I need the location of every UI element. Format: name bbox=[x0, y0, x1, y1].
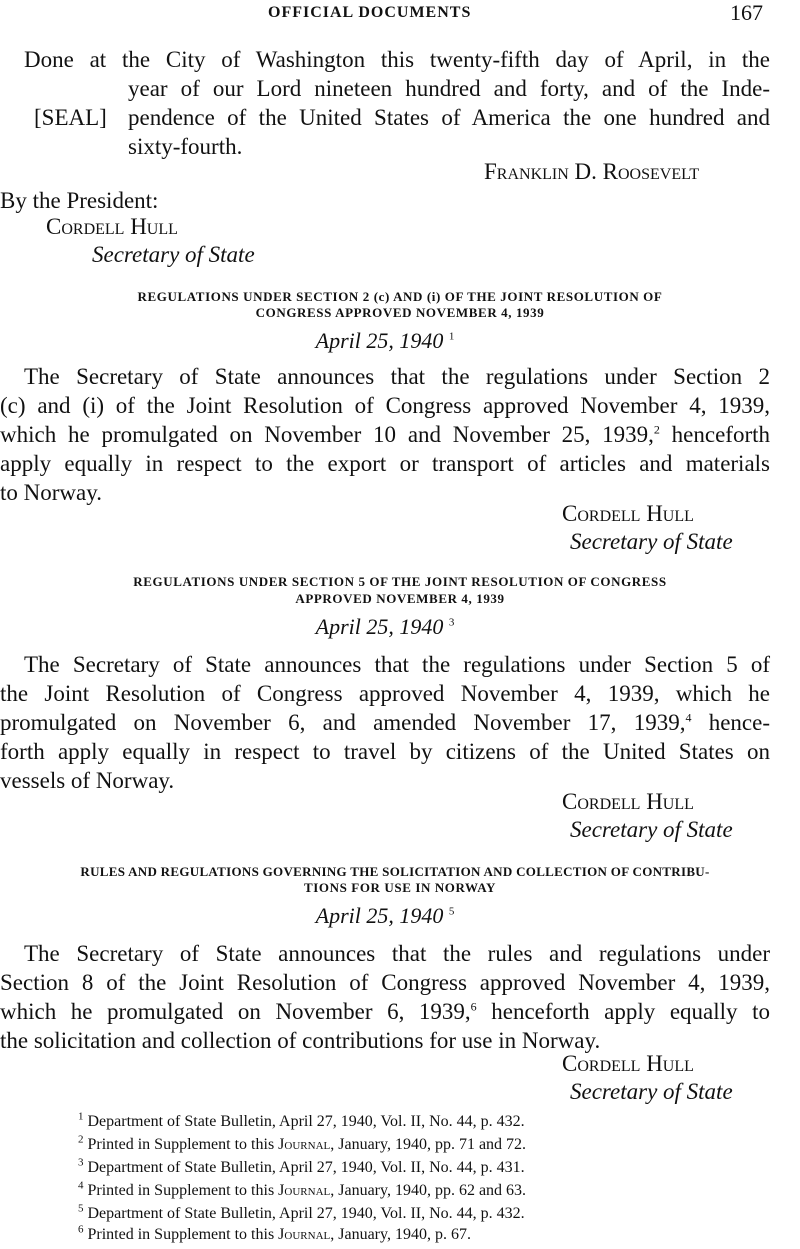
paragraph-line: forth apply equally in respect to travel by citizens of the United States on bbox=[0, 739, 770, 764]
paragraph-line: to Norway. bbox=[0, 480, 102, 505]
section-heading: CONGRESS APPROVED NOVEMBER 4, 1939 bbox=[255, 305, 545, 320]
section-heading: APPROVED NOVEMBER 4, 1939 bbox=[295, 591, 505, 606]
presidential-signature: Franklin D. Roosevelt bbox=[484, 159, 700, 184]
section-heading: RULES AND REGULATIONS GOVERNING THE SOLICITATION AND COLLECTION OF CONTRIBU- bbox=[80, 864, 710, 879]
footnote: $^3$ Department of State Bulletin, April 27, 1940, Vol. II, No. 44, p. 431. bbox=[78, 1156, 525, 1176]
signer-title: Secretary of State bbox=[570, 817, 733, 842]
footnote: $^1$ Department of State Bulletin, April 27, 1940, Vol. II, No. 44, p. 432. bbox=[78, 1110, 525, 1130]
proclamation-line: sixty-fourth. bbox=[128, 134, 243, 159]
by-the-president: By the President: bbox=[0, 188, 159, 213]
section-date: April 25, 1940 $^5$ bbox=[315, 903, 455, 928]
proclamation-line: year of our Lord nineteen hundred and forty, and of the Inde- bbox=[128, 76, 770, 101]
footnote: $^6$ Printed in Supplement to this Journal, January, 1940, p. 67. bbox=[78, 1223, 471, 1243]
running-title: OFFICIAL DOCUMENTS bbox=[268, 4, 472, 21]
paragraph-line: The Secretary of State announces that the regulations under Section 2 bbox=[24, 364, 770, 389]
paragraph-line: which he promulgated on November 10 and November 25, 1939,$^2$ henceforth bbox=[0, 422, 770, 447]
seal-mark: [SEAL] bbox=[34, 105, 107, 130]
section-date: April 25, 1940 $^1$ bbox=[315, 328, 455, 353]
signer-name: Cordell Hull bbox=[562, 501, 694, 526]
paragraph-line: Section 8 of the Joint Resolution of Congress approved November 4, 1939, bbox=[0, 970, 770, 995]
paragraph-line: which he promulgated on November 6, 1939,$^6$ henceforth apply equally to bbox=[0, 999, 770, 1024]
countersign-title: Secretary of State bbox=[92, 242, 255, 267]
signer-title: Secretary of State bbox=[570, 1079, 733, 1104]
section-date: April 25, 1940 $^3$ bbox=[315, 614, 455, 639]
countersign-name: Cordell Hull bbox=[46, 214, 178, 239]
paragraph-line: vessels of Norway. bbox=[0, 768, 175, 793]
paragraph-line: (c) and (i) of the Joint Resolution of Congress approved November 4, 1939, bbox=[0, 393, 770, 418]
section-heading: REGULATIONS UNDER SECTION 5 OF THE JOINT RESOLUTION OF CONGRESS bbox=[133, 574, 667, 589]
paragraph-line: The Secretary of State announces that the regulations under Section 5 of bbox=[24, 652, 770, 677]
paragraph-line: the solicitation and collection of contributions for use in Norway. bbox=[0, 1028, 601, 1053]
signer-title: Secretary of State bbox=[570, 529, 733, 554]
footnote: $^5$ Department of State Bulletin, April 27, 1940, Vol. II, No. 44, p. 432. bbox=[78, 1202, 525, 1222]
section-heading: REGULATIONS UNDER SECTION 2 (c) AND (i) OF THE JOINT RESOLUTION OF bbox=[137, 289, 663, 304]
paragraph-line: the Joint Resolution of Congress approved November 4, 1939, which he bbox=[0, 681, 770, 706]
signer-name: Cordell Hull bbox=[562, 1051, 694, 1076]
section-heading: TIONS FOR USE IN NORWAY bbox=[303, 880, 496, 895]
paragraph-line: The Secretary of State announces that the rules and regulations under bbox=[24, 941, 770, 966]
proclamation-line: pendence of the United States of America the one hundred and bbox=[128, 105, 770, 130]
paragraph-line: apply equally in respect to the export or transport of articles and materials bbox=[0, 451, 770, 476]
page-number: 167 bbox=[730, 0, 763, 25]
proclamation-line: Done at the City of Washington this twenty-fifth day of April, in the bbox=[24, 47, 770, 72]
footnote: $^2$ Printed in Supplement to this Journal, January, 1940, pp. 71 and 72. bbox=[78, 1133, 527, 1153]
footnote: $^4$ Printed in Supplement to this Journal, January, 1940, pp. 62 and 63. bbox=[78, 1179, 527, 1199]
paragraph-line: promulgated on November 6, and amended November 17, 1939,$^4$ hence- bbox=[0, 710, 770, 735]
signer-name: Cordell Hull bbox=[562, 789, 694, 814]
